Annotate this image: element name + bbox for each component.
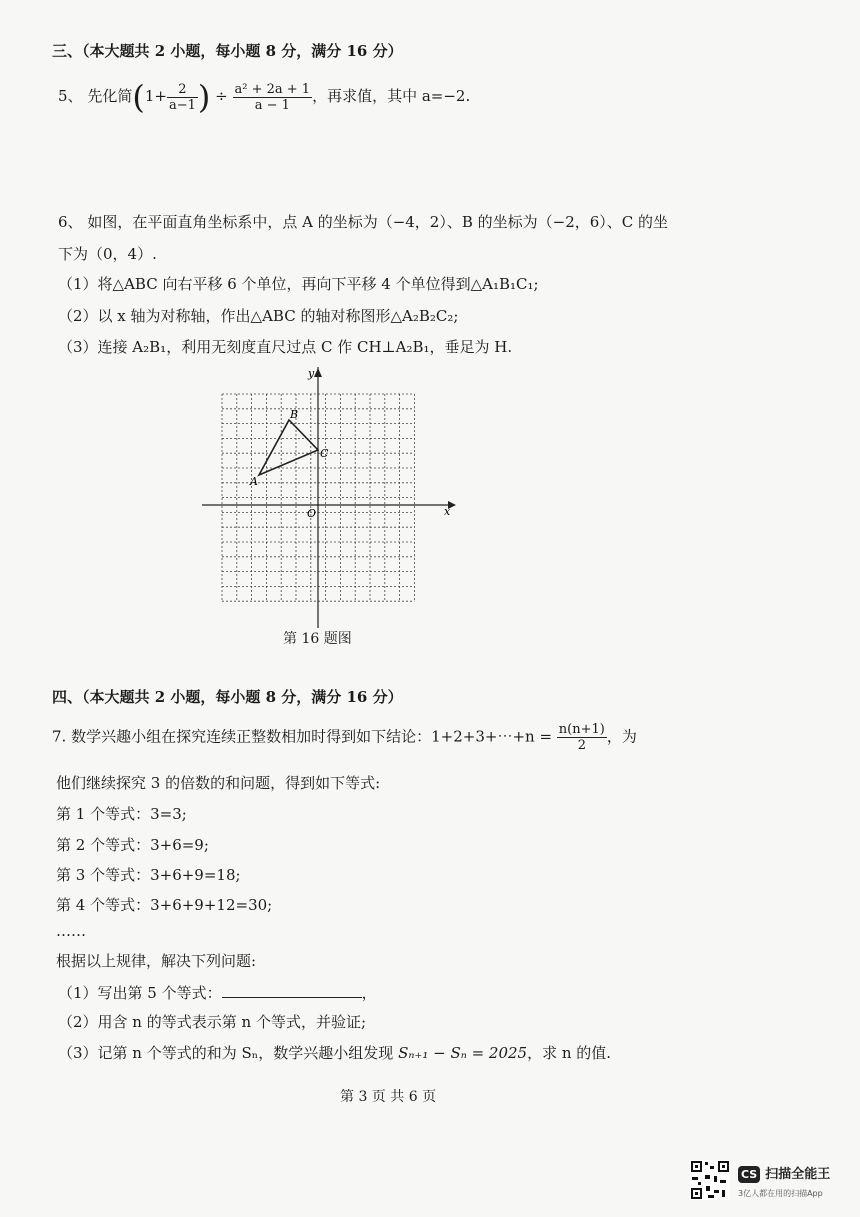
q17-number: 7.	[52, 727, 67, 746]
q16-line1: 6、 如图，在平面直角坐标系中，点 A 的坐标为（−4，2）、B 的坐标为（−2，6）、C 的坐	[58, 213, 669, 231]
q17-equation-3: 第 3 个等式：3+6+9=18;	[56, 866, 241, 884]
q16-line2: 下为（0，4）.	[58, 245, 157, 263]
q15-number: 5、	[58, 87, 83, 105]
q15-prefix: 先化简	[87, 87, 133, 105]
qr-code-icon	[690, 1160, 730, 1200]
question-15: 5、 先化简(1+ $\frac{2}{a-1}$ ) ÷ $\frac{\text{a² + 2a + 1}}{a - 1}$ ，再求值，其中 a=−2.	[58, 78, 471, 116]
scanner-app-subtitle: 3亿人都在用的扫描App	[738, 1189, 823, 1198]
q15-fraction-2: $\frac{\text{a² + 2a + 1}}{a - 1}$	[234, 81, 311, 113]
q17-sub2: （2）用含 n 的等式表示第 n 个等式，并验证;	[58, 1013, 366, 1031]
scanner-app-title: 扫描全能王	[765, 1167, 831, 1182]
q15-operator: ÷	[215, 87, 228, 105]
answer-blank	[222, 983, 362, 998]
point-a-label: A	[250, 475, 258, 488]
page-number: 第 3 页 共 6 页	[340, 1089, 437, 1105]
q17-formula-lhs: 1+2+3+⋯+n =	[431, 727, 553, 746]
cs-badge: CS	[738, 1166, 760, 1183]
coordinate-grid-figure	[200, 365, 460, 630]
q16-part3: （3）连接 A₂B₁，利用无刻度直尺过点 C 作 CH⊥A₂B₁，垂足为 H.	[58, 338, 513, 356]
point-c-label: C	[320, 447, 329, 460]
q15-fraction-1: $\frac{2}{a-1}$	[168, 81, 196, 113]
q16-part1: （1）将△ABC 向右平移 6 个单位，再向下平移 4 个单位得到△A₁B₁C₁;	[58, 275, 539, 293]
point-b-label: B	[290, 408, 299, 421]
q17-line2: 他们继续探究 3 的倍数的和问题，得到如下等式:	[56, 774, 381, 792]
triangle-abc	[259, 420, 318, 475]
q17-sub3-formula: Sₙ₊₁ − Sₙ = 2025	[398, 1044, 528, 1062]
q16-part2: （2）以 x 轴为对称轴，作出△ABC 的轴对称图形△A₂B₂C₂;	[58, 307, 459, 325]
origin-label: O	[307, 507, 317, 520]
q17-ellipsis: ……	[56, 922, 86, 940]
y-axis-label: y	[308, 367, 315, 380]
q17-equation-4: 第 4 个等式：3+6+9+12=30;	[56, 896, 273, 914]
y-axis-arrow	[314, 368, 322, 377]
scanner-app-logo	[738, 1163, 830, 1183]
section3-heading: 三、（本大题共 2 小题，每小题 8 分，满分 16 分）	[52, 42, 403, 60]
x-axis-label: x	[444, 505, 451, 518]
q17-equation-2: 第 2 个等式：3+6=9;	[56, 836, 209, 854]
q17-sub3: （3）记第 n 个等式的和为 Sₙ，数学兴趣小组发现 Sₙ₊₁ − Sₙ = 2025，求 n 的值.	[58, 1044, 612, 1062]
section4-heading: 四、（本大题共 2 小题，每小题 8 分，满分 16 分）	[52, 688, 403, 706]
q15-suffix: ，再求值，其中 a=−2.	[312, 87, 471, 105]
q17-rule: 根据以上规律，解决下列问题:	[56, 952, 257, 970]
q17-formula-fraction: $\frac{n(n+1)}{2}$	[558, 722, 605, 753]
q17-equation-1: 第 1 个等式：3=3;	[56, 805, 187, 823]
q17-sub1: （1）写出第 5 个等式： ，	[58, 984, 377, 1002]
q15-one-plus: 1+	[144, 87, 167, 105]
figure-caption: 第 16 题图	[283, 631, 352, 647]
q16-number: 6、	[58, 213, 83, 231]
q17-intro: 7. 数学兴趣小组在探究连续正整数相加时得到如下结论：1+2+3+⋯+n = $\frac{n(n+1)}{2}$ ，为	[52, 722, 637, 753]
